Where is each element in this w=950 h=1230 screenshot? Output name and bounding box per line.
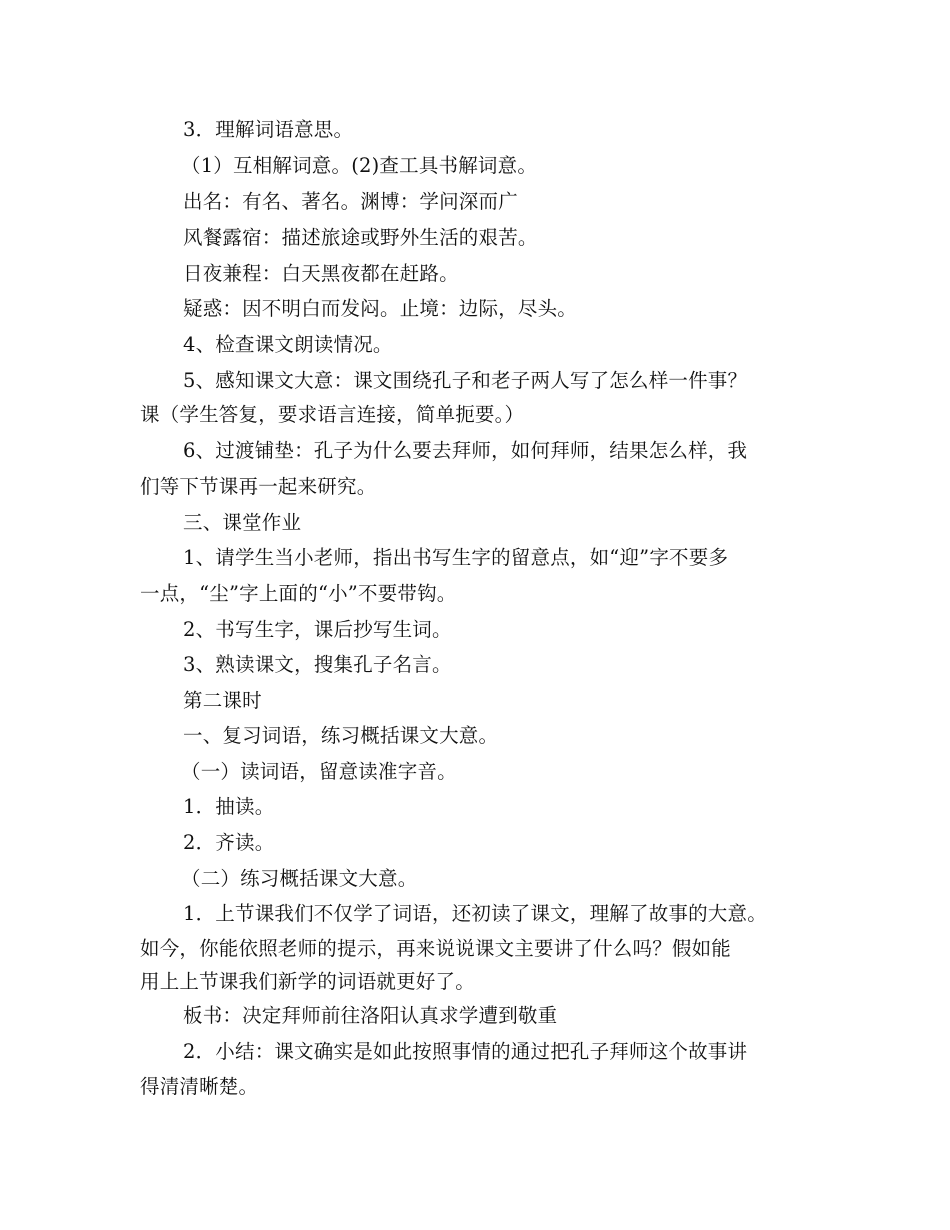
text-line: 出名：有名、著名。渊博：学问深而广 xyxy=(183,190,518,213)
section-heading: 三、课堂作业 xyxy=(183,511,302,534)
text-line: 2、书写生字，课后抄写生词。 xyxy=(183,618,452,641)
text-line: 3、熟读课文，搜集孔子名言。 xyxy=(183,653,452,676)
text-line: 们等下节课再一起来研究。 xyxy=(140,475,377,498)
text-line: （一）读词语，留意读准字音。 xyxy=(181,760,457,783)
text-line: 2．齐读。 xyxy=(183,831,275,854)
text-line: 课（学生答复，要求语言连接，简单扼要。） xyxy=(140,403,525,426)
text-line: 1．上节课我们不仅学了词语，还初读了课文，理解了故事的大意。 xyxy=(183,902,767,925)
text-line: 疑惑：因不明白而发闷。止境：边际，尽头。 xyxy=(183,297,578,320)
text-line: （二）练习概括课文大意。 xyxy=(181,867,418,890)
text-line: 一点，“尘”字上面的“小”不要带钩。 xyxy=(140,582,457,605)
section-heading: 一、复习词语，练习概括课文大意。 xyxy=(183,724,499,747)
text-line: 如今，你能依照老师的提示，再来说说课文主要讲了什么吗？假如能 xyxy=(140,937,732,960)
text-line: 板书：决定拜师前往洛阳认真求学遭到敬重 xyxy=(183,1004,558,1027)
text-line: 日夜兼程：白天黑夜都在赶路。 xyxy=(183,262,459,285)
text-line: 2．小结：课文确实是如此按照事情的通过把孔子拜师这个故事讲 xyxy=(183,1040,748,1063)
text-line: 6、过渡铺垫：孔子为什么要去拜师，如何拜师，结果怎么样，我 xyxy=(183,439,748,462)
text-line: （1）互相解词意。(2)查工具书解词意。 xyxy=(181,154,538,177)
text-line: 1、请学生当小老师，指出书写生字的留意点，如“迎”字不要多 xyxy=(183,546,729,569)
text-line: 用上上节课我们新学的词语就更好了。 xyxy=(140,970,475,993)
section-heading: 第二课时 xyxy=(183,689,262,712)
text-line: 得清清晰楚。 xyxy=(140,1075,259,1098)
text-line: 3．理解词语意思。 xyxy=(183,118,354,141)
text-line: 5、感知课文大意：课文围绕孔子和老子两人写了怎么样一件事？ xyxy=(183,369,748,392)
text-line: 1．抽读。 xyxy=(183,795,275,818)
text-line: 风餐露宿：描述旅途或野外生活的艰苦。 xyxy=(183,226,538,249)
text-line: 4、检查课文朗读情况。 xyxy=(183,333,393,356)
